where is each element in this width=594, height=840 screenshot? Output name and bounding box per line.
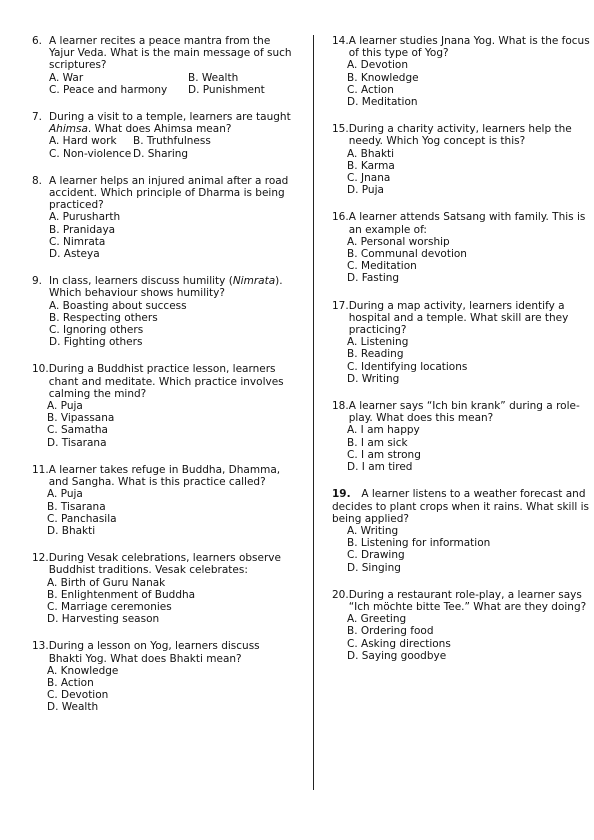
option-a: A. Writing bbox=[347, 524, 399, 537]
option-c: C. Nimrata bbox=[49, 235, 106, 248]
option-d: D. Fasting bbox=[347, 272, 400, 285]
question-20 bbox=[332, 589, 594, 662]
question-10 bbox=[32, 363, 294, 448]
question-text: During a visit to a temple, learners are taught Ahimsa. What does Ahimsa mean? bbox=[49, 111, 291, 136]
question-number: 8. bbox=[32, 174, 43, 187]
question-text: A learner says “Ich bin krank” during a role-play. What does this mean? bbox=[348, 400, 580, 425]
question-number: 20. bbox=[332, 588, 349, 601]
question-text: During a restaurant role-play, a learner says “Ich möchte bitte Tee.” What are they doing? bbox=[348, 588, 587, 613]
question-number: 14. bbox=[332, 35, 349, 47]
option-d: D. Wealth bbox=[47, 701, 99, 714]
option-c: C. Non-violence bbox=[49, 147, 132, 160]
left-column bbox=[32, 35, 294, 729]
option-b: B. Knowledge bbox=[347, 71, 419, 84]
option-d: D. Tisarana bbox=[47, 436, 107, 449]
option-a: A. War bbox=[49, 71, 84, 84]
option-b: B. Ordering food bbox=[347, 625, 434, 638]
option-b: B. Tisarana bbox=[47, 500, 106, 513]
question-17 bbox=[332, 300, 594, 385]
option-d: D. Writing bbox=[347, 372, 400, 385]
question-number: 12. bbox=[32, 552, 49, 565]
option-a: A. Devotion bbox=[347, 59, 408, 72]
question-7 bbox=[32, 111, 294, 160]
option-d: D. Punishment bbox=[188, 83, 265, 96]
question-number: 9. bbox=[32, 275, 43, 288]
option-a: A. Greeting bbox=[347, 613, 407, 626]
option-b: B. Enlightenment of Buddha bbox=[47, 588, 196, 601]
option-b: B. Pranidaya bbox=[49, 223, 116, 236]
option-d: D. Asteya bbox=[49, 248, 100, 261]
question-number: 10. bbox=[32, 363, 49, 376]
question-text: During a lesson on Yog, learners discuss Bhakti Yog. What does Bhakti mean? bbox=[48, 640, 260, 665]
question-number: 11. bbox=[32, 463, 49, 476]
option-d: D. Saying goodbye bbox=[347, 649, 447, 662]
question-number: 15. bbox=[332, 123, 349, 136]
question-text: A learner attends Satsang with family. This is an example of: bbox=[348, 211, 586, 236]
question-13 bbox=[32, 640, 294, 713]
option-b: B. Listening for information bbox=[347, 537, 491, 550]
question-number: 13. bbox=[32, 640, 49, 653]
question-text: During a Buddhist practice lesson, learners chant and meditate. Which practice involves calming the mind? bbox=[48, 363, 284, 400]
option-b: B. Wealth bbox=[188, 71, 239, 84]
option-c: C. Samatha bbox=[47, 424, 108, 437]
question-text: During Vesak celebrations, learners observe Buddhist traditions. Vesak celebrates: bbox=[48, 552, 281, 577]
question-18 bbox=[332, 400, 594, 473]
option-a: A. Purusharth bbox=[49, 211, 121, 224]
option-a: A. Bhakti bbox=[347, 147, 395, 160]
option-a: A. Puja bbox=[47, 400, 83, 413]
option-b: B. Karma bbox=[347, 159, 395, 172]
option-c: C. Action bbox=[347, 83, 394, 96]
option-a: A. Puja bbox=[47, 488, 83, 501]
question-text: A learner listens to a weather forecast and decides to plant crops when it rains. What skill is being applied? bbox=[332, 488, 589, 525]
option-b: B. Respecting others bbox=[49, 311, 158, 324]
option-c: C. Identifying locations bbox=[347, 360, 468, 373]
option-a: A. Hard work bbox=[49, 135, 117, 148]
option-d: D. Fighting others bbox=[49, 336, 143, 349]
option-d: D. Singing bbox=[347, 561, 401, 574]
option-c: C. Meditation bbox=[347, 260, 417, 273]
option-c: C. Marriage ceremonies bbox=[47, 600, 172, 613]
option-d: D. Harvesting season bbox=[47, 613, 160, 626]
question-6 bbox=[32, 35, 294, 96]
question-19 bbox=[332, 488, 594, 573]
question-9 bbox=[32, 275, 294, 348]
question-text: A learner studies Jnana Yog. What is the focus of this type of Yog? bbox=[348, 35, 590, 60]
option-d: D. Bhakti bbox=[47, 524, 96, 537]
option-d: D. I am tired bbox=[347, 461, 413, 474]
option-b: B. I am sick bbox=[347, 436, 408, 449]
question-number: 18. bbox=[332, 400, 349, 413]
question-text: During a map activity, learners identify a hospital and a temple. What skill are they practicing? bbox=[348, 299, 569, 337]
option-c: C. Ignoring others bbox=[49, 324, 144, 337]
option-d: D. Sharing bbox=[133, 147, 189, 160]
question-text: In class, learners discuss humility (Nimrata). Which behaviour shows humility? bbox=[49, 275, 283, 300]
question-text: A learner helps an injured animal after a road accident. Which principle of Dharma is being practiced? bbox=[49, 174, 289, 212]
option-a: A. Birth of Guru Nanak bbox=[47, 576, 166, 589]
option-b: B. Vipassana bbox=[47, 412, 115, 425]
option-c: C. Drawing bbox=[347, 549, 405, 562]
question-number: 7. bbox=[32, 111, 43, 124]
question-15 bbox=[332, 123, 594, 196]
question-12 bbox=[32, 552, 294, 625]
question-text: A learner recites a peace mantra from the Yajur Veda. What is the main message of such scriptures? bbox=[49, 35, 292, 72]
option-c: C. Asking directions bbox=[347, 637, 451, 650]
option-b: B. Truthfulness bbox=[133, 135, 211, 148]
option-b: B. Reading bbox=[347, 348, 404, 361]
option-a: A. Boasting about success bbox=[49, 299, 187, 312]
question-number: 19. bbox=[332, 488, 351, 501]
right-column bbox=[332, 35, 594, 677]
option-c: C. Jnana bbox=[347, 172, 391, 185]
question-number: 6. bbox=[32, 35, 43, 47]
question-8 bbox=[32, 175, 294, 260]
option-c: C. I am strong bbox=[347, 448, 421, 461]
column-divider bbox=[313, 35, 314, 790]
option-c: C. Panchasila bbox=[47, 512, 117, 525]
question-14 bbox=[332, 35, 594, 108]
question-number: 16. bbox=[332, 211, 349, 224]
question-16 bbox=[332, 211, 594, 284]
option-b: B. Action bbox=[47, 676, 94, 689]
option-c: C. Peace and harmony bbox=[49, 83, 168, 96]
option-d: D. Puja bbox=[347, 184, 384, 197]
option-a: A. Personal worship bbox=[347, 235, 450, 248]
question-text: During a charity activity, learners help the needy. Which Yog concept is this? bbox=[348, 123, 572, 148]
option-b: B. Communal devotion bbox=[347, 248, 467, 261]
question-11 bbox=[32, 464, 294, 537]
question-number: 17. bbox=[332, 299, 349, 312]
option-a: A. Knowledge bbox=[47, 664, 119, 677]
option-d: D. Meditation bbox=[347, 96, 418, 109]
option-a: A. I am happy bbox=[347, 424, 420, 437]
question-text: A learner takes refuge in Buddha, Dhamma, and Sangha. What is this practice called? bbox=[48, 463, 281, 489]
option-c: C. Devotion bbox=[47, 689, 109, 702]
option-a: A. Listening bbox=[347, 336, 409, 349]
